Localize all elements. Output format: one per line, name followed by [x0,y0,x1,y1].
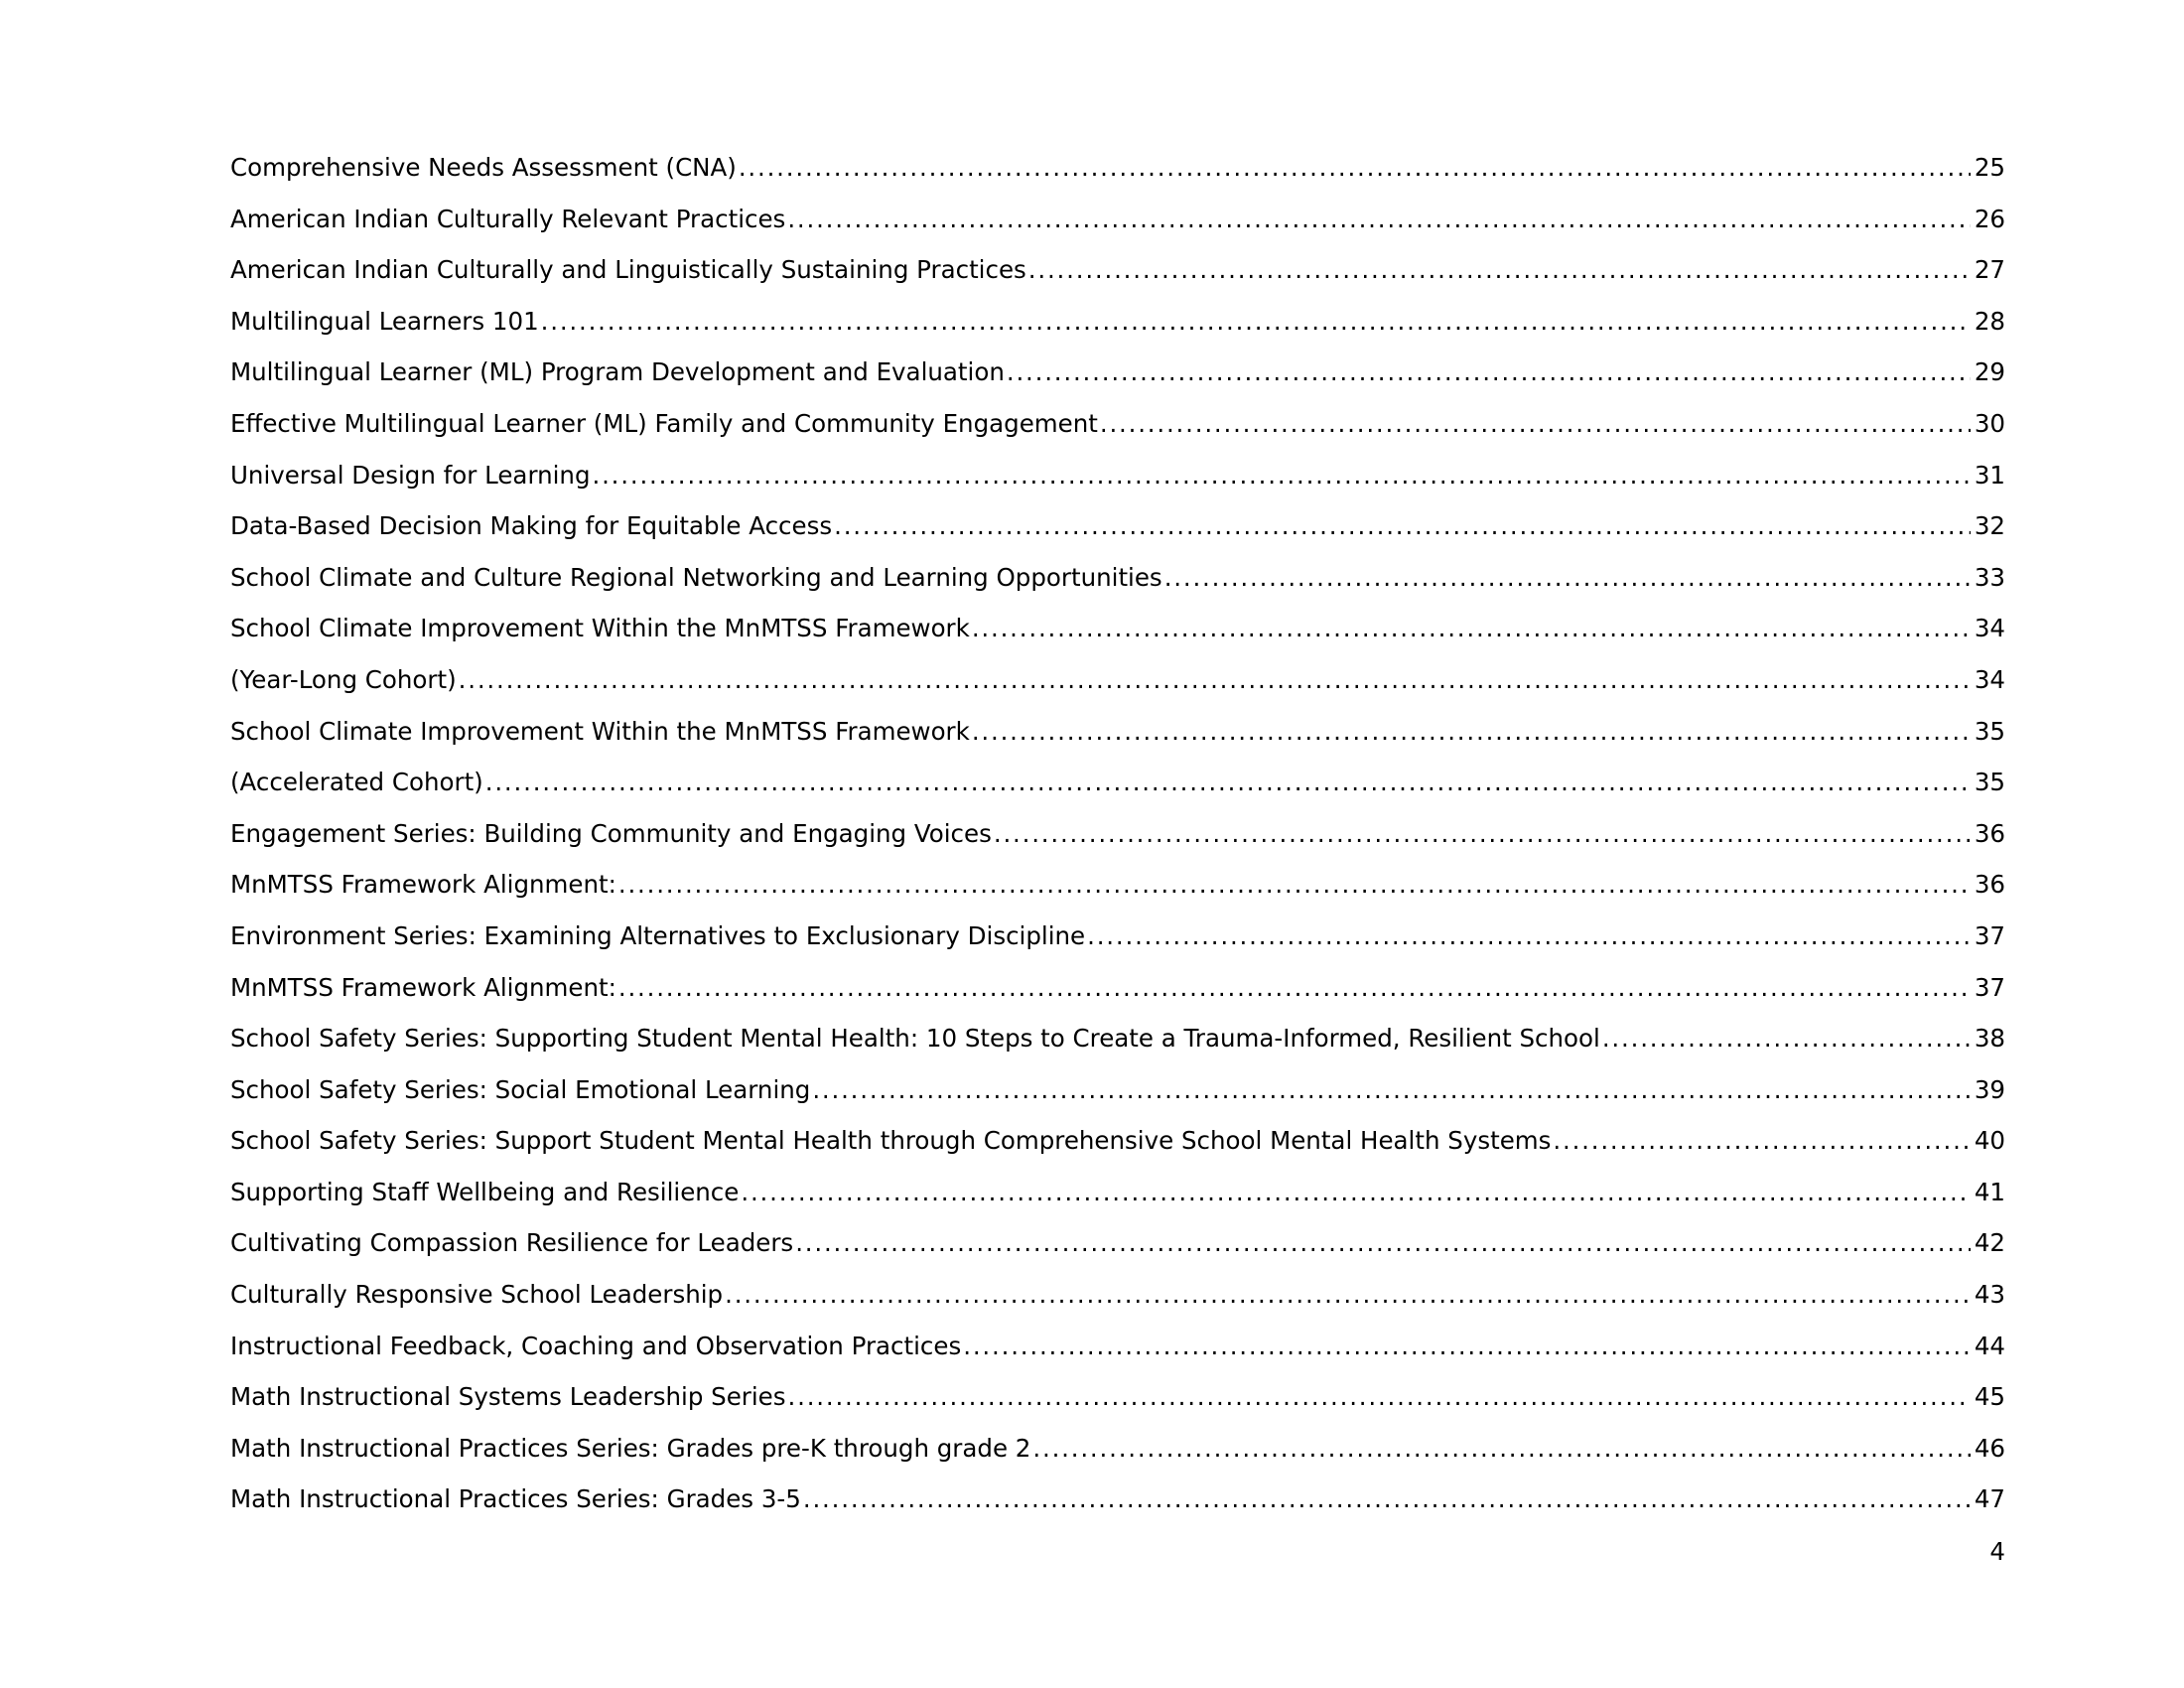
toc-entry[interactable] [230,1482,2005,1534]
toc-entry[interactable] [230,766,2005,817]
toc-entry-page-number[interactable]: 28 [1974,306,2005,336]
toc-entry[interactable] [230,459,2005,510]
toc-dot-leader [541,305,1971,339]
toc-entry-page-number[interactable]: 43 [1974,1280,2005,1310]
toc-entry[interactable] [230,355,2005,407]
toc-entry[interactable] [230,1330,2005,1381]
toc-entry-title[interactable]: School Climate Improvement Within the MnMTSS Framework [230,716,970,746]
toc-dot-leader [1602,1022,1971,1055]
toc-entry-title[interactable]: MnMTSS Framework Alignment: [230,972,616,1002]
toc-dot-leader [972,715,1971,749]
toc-dot-leader [834,509,1971,543]
toc-dot-leader [1007,355,1971,389]
toc-entry-page-number[interactable]: 33 [1974,562,2005,592]
toc-entry-title[interactable]: Math Instructional Systems Leadership Series [230,1382,786,1412]
toc-entry[interactable] [230,1022,2005,1073]
toc-dot-leader [795,1226,1971,1260]
toc-entry-title[interactable]: Cultivating Compassion Resilience for Leaders [230,1228,794,1258]
toc-entry[interactable] [230,407,2005,459]
toc-entry-page-number[interactable]: 36 [1974,870,2005,900]
toc-entry-title[interactable]: American Indian Culturally and Linguistically Sustaining Practices [230,255,1026,285]
toc-entry-title[interactable]: Universal Design for Learning [230,460,591,490]
toc-entry-title[interactable]: School Safety Series: Supporting Student Mental Health: 10 Steps to Create a Trauma-Informed, Resilient School [230,1024,1600,1054]
toc-dot-leader [1100,407,1971,441]
toc-entry-page-number[interactable]: 31 [1974,460,2005,490]
toc-entry-title[interactable]: MnMTSS Framework Alignment: [230,870,616,900]
toc-entry[interactable] [230,1380,2005,1432]
toc-entry[interactable] [230,1073,2005,1125]
toc-entry-page-number[interactable]: 35 [1974,716,2005,746]
toc-entry-title[interactable]: School Climate and Culture Regional Networking and Learning Opportunities [230,562,1162,592]
toc-entry-title[interactable]: Multilingual Learners 101 [230,306,539,336]
toc-entry-page-number[interactable]: 25 [1974,153,2005,182]
toc-dot-leader [485,766,1971,799]
toc-dot-leader [788,1380,1971,1414]
toc-entry-page-number[interactable]: 26 [1974,204,2005,233]
toc-dot-leader [459,663,1971,697]
toc-entry[interactable] [230,203,2005,254]
toc-entry-title[interactable]: Instructional Feedback, Coaching and Observation Practices [230,1331,962,1360]
toc-dot-leader [1164,561,1971,595]
toc-dot-leader [739,151,1971,185]
toc-entry-page-number[interactable]: 34 [1974,614,2005,643]
toc-entry[interactable] [230,305,2005,356]
toc-dot-leader [963,1330,1971,1363]
toc-dot-leader [1553,1124,1970,1158]
toc-dot-leader [803,1482,1971,1516]
toc-dot-leader [1032,1432,1970,1466]
toc-entry-page-number[interactable]: 36 [1974,818,2005,848]
toc-entry[interactable] [230,151,2005,203]
toc-dot-leader [812,1073,1970,1107]
toc-entry[interactable] [230,919,2005,971]
toc-entry-title[interactable]: (Year-Long Cohort) [230,664,457,694]
toc-entry-title[interactable]: Supporting Staff Wellbeing and Resilience [230,1177,740,1206]
toc-entry-title[interactable]: Math Instructional Practices Series: Grades 3-5 [230,1484,801,1514]
toc-entry-title[interactable]: Culturally Responsive School Leadership [230,1280,724,1310]
toc-entry-title[interactable]: Data-Based Decision Making for Equitable Access [230,511,833,541]
toc-entry-page-number[interactable]: 42 [1974,1228,2005,1258]
toc-entry-page-number[interactable]: 39 [1974,1074,2005,1104]
toc-entry[interactable] [230,561,2005,613]
toc-entry-title[interactable]: Math Instructional Practices Series: Grades pre-K through grade 2 [230,1433,1031,1463]
toc-entry-title[interactable]: Environment Series: Examining Alternatives to Exclusionary Discipline [230,920,1086,950]
toc-entry[interactable] [230,612,2005,663]
toc-dot-leader [618,868,1971,902]
toc-entry-title[interactable]: Multilingual Learner (ML) Program Development and Evaluation [230,357,1005,387]
toc-entry[interactable] [230,1226,2005,1278]
toc-entry-page-number[interactable]: 37 [1974,972,2005,1002]
toc-entry[interactable] [230,663,2005,715]
toc-entry-page-number[interactable]: 32 [1974,511,2005,541]
toc-entry-page-number[interactable]: 35 [1974,768,2005,797]
toc-entry-page-number[interactable]: 45 [1974,1382,2005,1412]
toc-entry[interactable] [230,1278,2005,1330]
toc-entry-title[interactable]: School Safety Series: Social Emotional Learning [230,1074,811,1104]
table-of-contents [230,151,2005,1534]
toc-dot-leader [972,612,1971,645]
toc-entry[interactable] [230,509,2005,561]
toc-entry[interactable] [230,1124,2005,1176]
toc-dot-leader [1087,919,1971,953]
page-number: 4 [1989,1537,2005,1566]
toc-entry[interactable] [230,868,2005,919]
toc-dot-leader [725,1278,1971,1312]
toc-entry-page-number[interactable]: 29 [1974,357,2005,387]
toc-entry-title[interactable]: Effective Multilingual Learner (ML) Family and Community Engagement [230,408,1098,438]
toc-entry[interactable] [230,253,2005,305]
toc-entry[interactable] [230,1176,2005,1227]
toc-entry-page-number[interactable]: 44 [1974,1331,2005,1360]
toc-entry-page-number[interactable]: 40 [1974,1126,2005,1156]
toc-entry-page-number[interactable]: 41 [1974,1177,2005,1206]
toc-entry-page-number[interactable]: 37 [1974,920,2005,950]
toc-entry-title[interactable]: School Climate Improvement Within the MnMTSS Framework [230,614,970,643]
toc-entry[interactable] [230,971,2005,1023]
toc-entry-page-number[interactable]: 34 [1974,664,2005,694]
toc-entry-title[interactable]: Engagement Series: Building Community and Engaging Voices [230,818,992,848]
toc-dot-leader [1028,253,1971,287]
toc-entry[interactable] [230,1432,2005,1483]
toc-entry-title[interactable]: American Indian Culturally Relevant Practices [230,204,786,233]
toc-dot-leader [593,459,1971,492]
toc-entry-page-number[interactable]: 30 [1974,408,2005,438]
toc-dot-leader [618,971,1971,1005]
toc-entry-page-number[interactable]: 47 [1974,1484,2005,1514]
toc-entry-title[interactable]: (Accelerated Cohort) [230,768,483,797]
toc-dot-leader [994,817,1971,851]
toc-dot-leader [741,1176,1970,1209]
toc-entry-page-number[interactable]: 38 [1974,1024,2005,1054]
toc-entry[interactable] [230,715,2005,767]
toc-entry[interactable] [230,817,2005,869]
toc-entry-page-number[interactable]: 27 [1974,255,2005,285]
toc-entry-title[interactable]: Comprehensive Needs Assessment (CNA) [230,153,737,182]
toc-entry-title[interactable]: School Safety Series: Support Student Mental Health through Comprehensive School Mental Health Systems [230,1126,1552,1156]
toc-entry-page-number[interactable]: 46 [1974,1433,2005,1463]
toc-dot-leader [787,203,1970,236]
